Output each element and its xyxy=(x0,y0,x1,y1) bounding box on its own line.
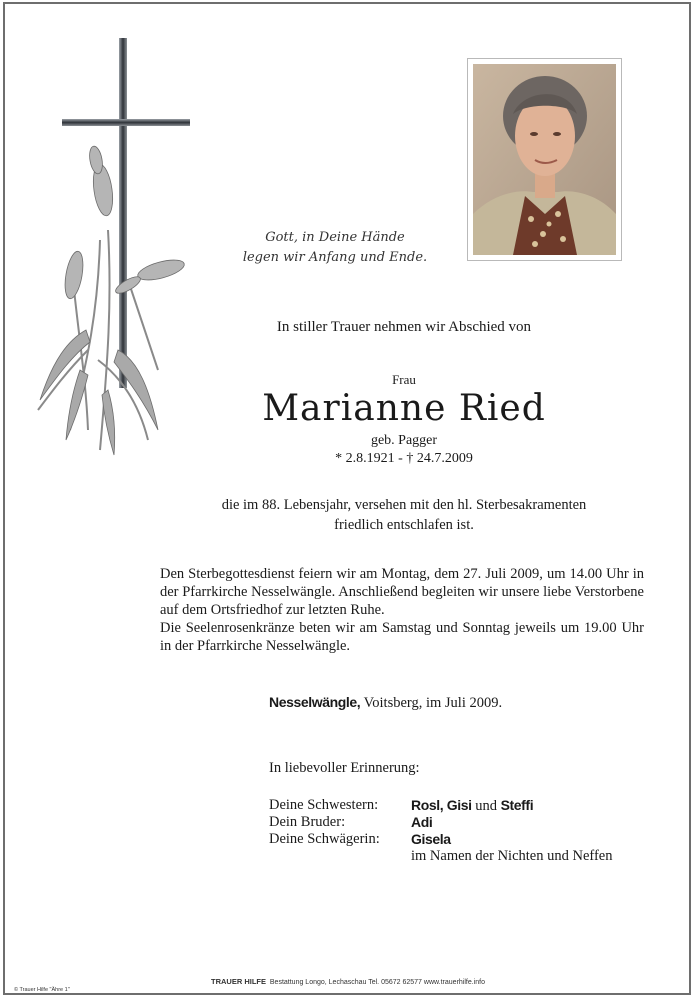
place-bold: Nesselwängle, xyxy=(269,694,361,710)
memory-intro: In liebevoller Erinnerung: xyxy=(269,760,420,776)
birth-name: geb. Pagger xyxy=(370,433,438,448)
passing-line-2: friedlich entschlafen ist. xyxy=(334,517,474,533)
verse xyxy=(240,228,430,268)
relative-label: Deine Schwägerin: xyxy=(269,831,380,847)
service-paragraph-1: Den Sterbegottesdienst feiern wir am Montag, dem 27. Juli 2009, um 14.00 Uhr in der Pfarrkirche Nesselwängle. Anschließend begleiten wir unsere liebe Verstorbene auf dem Ortsfriedhof zur letzten Ruhe. xyxy=(160,566,644,618)
relative-names: Adi xyxy=(411,814,433,830)
footer-line xyxy=(0,977,696,986)
place-rest: Voitsberg, im Juli 2009. xyxy=(360,695,503,711)
passing-line-1: die im 88. Lebensjahr, versehen mit den hl. Sterbesakramenten xyxy=(221,497,587,513)
verse-line-1: Gott, in Deine Hände xyxy=(265,230,405,245)
portrait-frame xyxy=(467,58,622,261)
relative-label: Dein Bruder: xyxy=(269,814,346,830)
service-paragraph-2: Die Seelenrosenkränze beten wir am Samstag und Sonntag jeweils um 19.00 Uhr in der Pfarrkirche Nesselwängle. xyxy=(160,620,644,654)
deceased-name: Marianne Ried xyxy=(262,388,546,429)
footer-credit: © Trauer Hilfe "Ähre 1" xyxy=(14,987,70,993)
verse-line-2: legen wir Anfang und Ende. xyxy=(242,250,428,265)
intro-text: In stiller Trauer nehmen wir Abschied von xyxy=(276,319,532,335)
relative-label: Deine Schwestern: xyxy=(269,797,379,813)
relative-names: Rosl, Gisi und Steffi xyxy=(411,797,534,814)
passing-text xyxy=(150,495,658,535)
relatives-note: im Namen der Nichten und Neffen xyxy=(411,848,613,864)
life-dates: * 2.8.1921 - † 24.7.2009 xyxy=(335,451,473,466)
portrait-photo xyxy=(473,64,616,255)
deceased-prefix: Frau xyxy=(392,372,416,387)
relative-names: Gisela xyxy=(411,831,451,847)
footer-text: Bestattung Longo, Lechaschau Tel. 05672 62577 www.trauerhilfe.info xyxy=(269,979,485,986)
footer-brand: TRAUER HILFE xyxy=(211,977,266,986)
place-date xyxy=(269,694,502,712)
